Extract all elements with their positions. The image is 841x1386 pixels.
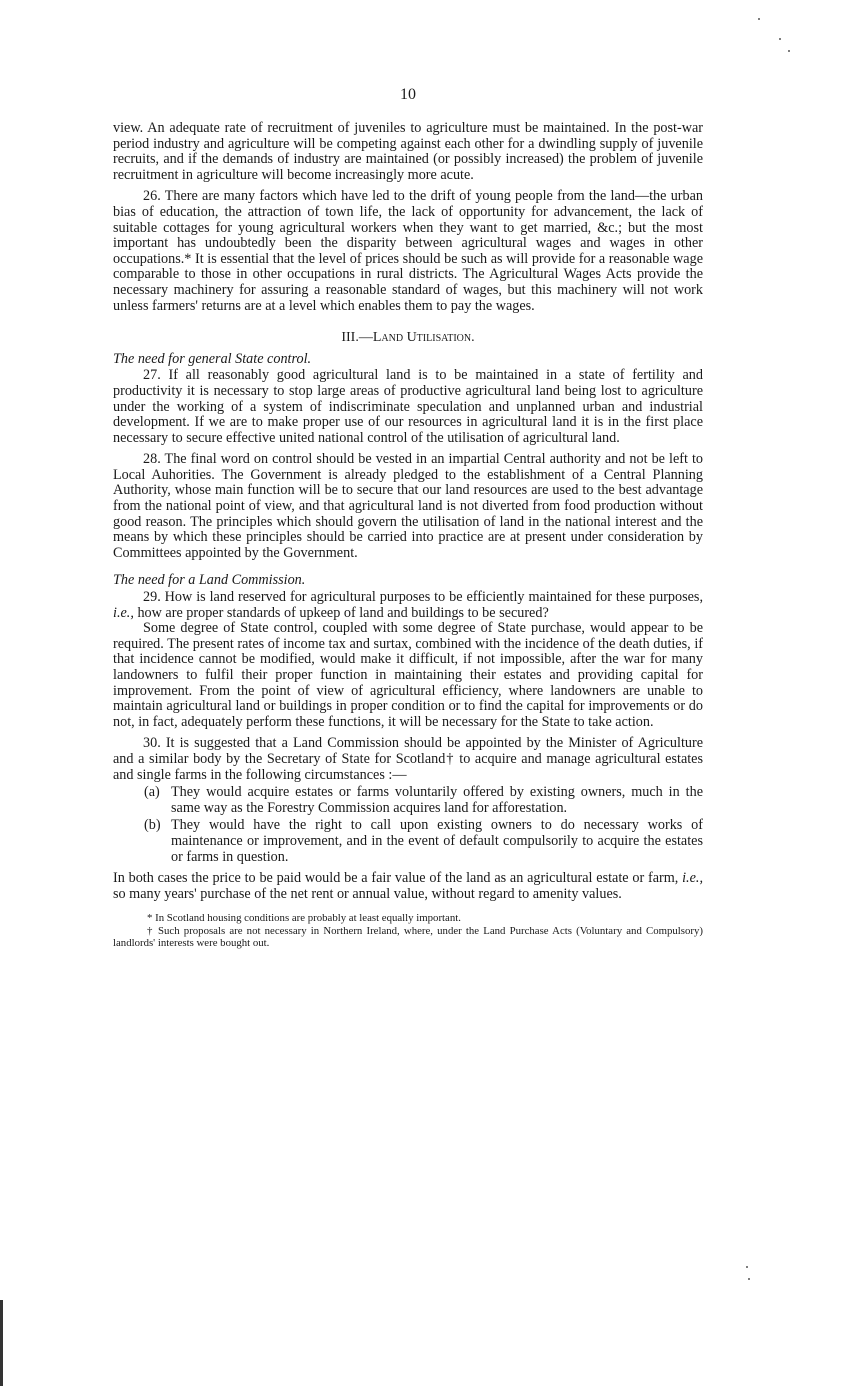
paragraph-final-text-a: In both cases the price to be paid would be a fair value of the land as an agricultural estate or farm,	[113, 870, 683, 887]
section-heading-title: Land Utilisation.	[372, 330, 475, 346]
footnote-2: † Such proposals are not necessary in Northern Ireland, where, under the Land Purchase Acts (Voluntary and Compulsory) landlords' interests were bought out.	[113, 924, 703, 950]
footnote-1: * In Scotland housing conditions are probably at least equally important.	[147, 912, 461, 925]
scan-speck	[779, 38, 781, 40]
list-item	[113, 785, 703, 816]
page-number: 10	[400, 86, 416, 103]
scan-speck	[746, 1266, 748, 1268]
scan-edge-mark	[0, 1300, 3, 1386]
scan-speck	[788, 50, 790, 52]
list-item-label: (a)	[144, 784, 160, 801]
subheading-land-commission: The need for a Land Commission.	[113, 572, 306, 589]
scan-speck	[748, 1278, 750, 1280]
circumstances-list	[113, 785, 703, 865]
list-item-text: They would acquire estates or farms voluntarily offered by existing owners, much in the same way as the Forestry Commission acquires land for afforestation.	[171, 784, 703, 816]
paragraph-final-text-b: so many years' purchase of the net rent or annual value, without regard to amenity values.	[113, 885, 622, 902]
list-item	[113, 818, 703, 865]
paragraph-final	[113, 871, 703, 902]
paragraph-29-text-b: how are proper standards of upkeep of land and buildings to be secured?	[133, 604, 549, 621]
paragraph-intro: view. An adequate rate of recruitment of juveniles to agriculture must be maintained. In the post-war period industry and agriculture will be competing against each other for a dwindling supply of juvenile recruits, and if the demands of industry are maintained (or possibly increased) the problem of juvenile recruitment in agriculture will become increasingly more acute.	[113, 120, 703, 183]
paragraph-27: 27. If all reasonably good agricultural land is to be maintained in a state of fertility and productivity it is necessary to stop large areas of productive agricultural land being lost to agriculture under the working of a system of indiscriminate speculation and unplanned urban and industrial development. If we are to make proper use of our resources in agricultural land it is in the first place necessary to secure effective united national control of the utilisation of agricultural land.	[113, 367, 703, 446]
list-item-label: (b)	[144, 817, 161, 834]
paragraph-26: 26. There are many factors which have led to the drift of young people from the land—the urban bias of education, the attraction of town life, the lack of opportunity for advancement, the lack of suitable cottages for young agricultural workers when they want to get married, &c.; but the most important has undoubtedly been the disparity between agricultural wages and wages in other occupations.* It is essential that the level of prices should be such as will provide for a reasonable wage comparable to those in other occupations in rural districts. The Agricultural Wages Acts provide the necessary machinery for assuring a reasonable standard of wages, but this machinery will not work unless farmers' returns are at a level which enables them to pay the wages.	[113, 188, 703, 314]
paragraph-29	[113, 590, 703, 621]
paragraph-29-text-a: 29. How is land reserved for agricultural purposes to be efficiently maintained for these purposes,	[143, 589, 703, 606]
paragraph-30: 30. It is suggested that a Land Commission should be appointed by the Minister of Agriculture and a similar body by the Secretary of State for Scotland† to acquire and manage agricultural estates and single farms in the following circumstances :—	[113, 735, 703, 783]
section-heading	[113, 330, 703, 346]
paragraph-29-continued: Some degree of State control, coupled with some degree of State purchase, would appear to be required. The present rates of income tax and surtax, combined with the incidence of the death duties, if that incidence cannot be modified, would make it difficult, if not impossible, after the war for many landowners to fulfil their proper function in maintaining their estates and providing capital for improvement. From the point of view of agricultural efficiency, where landowners are unable to maintain agricultural land or buildings in proper condition or to find the capital for improvements or do not, in fact, adequately perform these functions, it will be necessary for the State to take action.	[113, 620, 703, 730]
paragraph-29-ie: i.e.,	[113, 604, 134, 621]
list-item-text: They would have the right to call upon existing owners to do necessary works of maintenance or improvement, and in the event of default compulsorily to acquire the estates or farms in question.	[171, 817, 703, 865]
subheading-state-control: The need for general State control.	[113, 350, 312, 367]
scan-speck	[758, 18, 760, 20]
section-heading-prefix: III.—	[341, 330, 373, 346]
paragraph-final-ie: i.e.,	[682, 870, 703, 887]
paragraph-28: 28. The final word on control should be vested in an impartial Central authority and not be left to Local Auhorities. The Government is already pledged to the establishment of a Central Planning Authority, whose main function will be to secure that our land resources are used to the best advantage from the national point of view, and that agricultural land is not diverted from food production without good reason. The principles which should govern the utilisation of land in the national interest and the means by which these principles should be carried into practice are at present under consideration by Committees appointed by the Government.	[113, 451, 703, 561]
footnotes	[113, 912, 703, 950]
body-text	[113, 121, 703, 950]
